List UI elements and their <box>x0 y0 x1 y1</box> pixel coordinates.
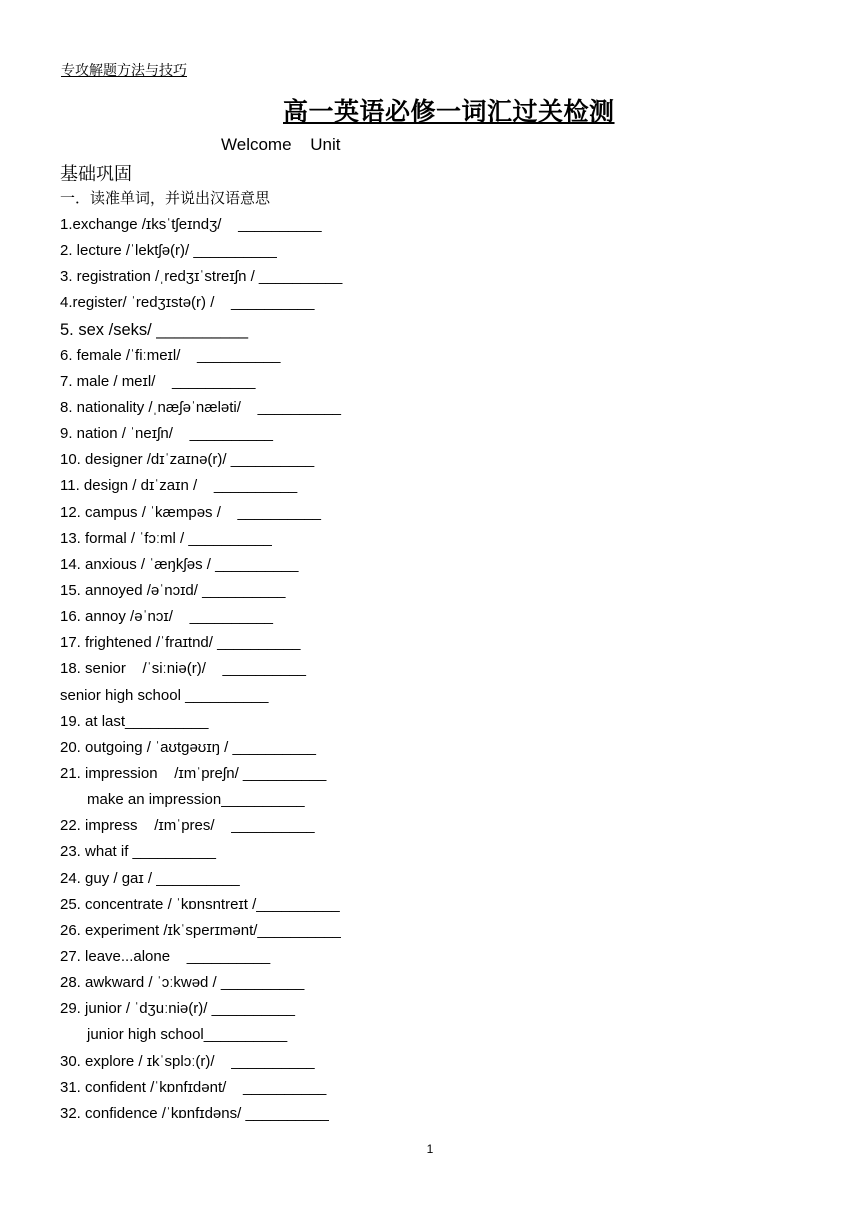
vocab-item: 2. lecture /ˈlektʃə(r)/ __________ <box>60 242 277 260</box>
vocab-item: 15. annoyed /əˈnɔɪd/ __________ <box>60 581 286 599</box>
vocab-item: 17. frightened /ˈfraɪtnd/ __________ <box>60 634 301 652</box>
exercise-instruction: 一．读准单词，并说出汉语意思 <box>60 189 271 207</box>
vocab-item: 32. confidence /ˈkɒnfɪdəns/ __________ <box>60 1104 329 1122</box>
vocabulary-list <box>60 212 342 1127</box>
vocab-item: 18. senior /ˈsiːniə(r)/ __________ <box>60 660 306 678</box>
vocab-item: 9. nation / ˈneɪʃn/ __________ <box>60 425 274 443</box>
vocab-item: 10. designer /dɪˈzaɪnə(r)/ __________ <box>60 451 315 469</box>
vocab-item: 11. design / dɪˈzaɪn / __________ <box>60 477 298 495</box>
vocab-item: 25. concentrate / ˈkɒnsntreɪt /__________ <box>60 895 340 913</box>
vocab-item: junior high school__________ <box>87 1026 288 1044</box>
vocab-item: make an impression__________ <box>87 791 305 809</box>
vocab-item: 26. experiment /ɪkˈsperɪmənt/__________ <box>60 921 341 939</box>
vocab-item: 6. female /ˈfiːmeɪl/ __________ <box>60 346 281 364</box>
vocab-item: 19. at last__________ <box>60 712 209 730</box>
vocab-item: 13. formal / ˈfɔːml / __________ <box>60 529 272 547</box>
vocab-item: 3. registration /ˌredʒɪˈstreɪʃn / __________ <box>60 268 343 286</box>
unit-title: Welcome Unit <box>221 135 341 154</box>
vocab-item: 5. sex /seks/ __________ <box>60 320 249 339</box>
vocab-item: 20. outgoing / ˈaʊtɡəʊɪŋ / __________ <box>60 738 316 756</box>
vocab-item: 23. what if __________ <box>60 843 216 861</box>
page-number: 1 <box>426 1142 434 1156</box>
vocab-item: 16. annoy /əˈnɔɪ/ __________ <box>60 608 274 626</box>
vocab-item: 1.exchange /ɪksˈtʃeɪndʒ/ __________ <box>60 216 322 233</box>
vocab-item: 8. nationality /ˌnæʃəˈnæləti/ __________ <box>60 398 342 416</box>
vocab-item: 22. impress /ɪmˈpres/ __________ <box>60 817 315 835</box>
section-title: 基础巩固 <box>60 164 132 185</box>
vocab-item: 14. anxious / ˈæŋkʃəs / __________ <box>60 555 299 573</box>
vocab-item: 31. confident /ˈkɒnfɪdənt/ __________ <box>60 1078 327 1096</box>
vocab-item: senior high school __________ <box>60 686 269 704</box>
vocab-item: 4.register/ ˈredʒɪstə(r) / __________ <box>60 294 315 312</box>
vocab-item: 24. guy / ɡaɪ / __________ <box>60 869 240 887</box>
vocab-item: 12. campus / ˈkæmpəs / __________ <box>60 503 321 521</box>
vocab-item: 21. impression /ɪmˈpreʃn/ __________ <box>60 764 327 782</box>
vocab-item: 30. explore / ɪkˈsplɔː(r)/ __________ <box>60 1052 315 1070</box>
page-title: 高一英语必修一词汇过关检测 <box>283 97 615 126</box>
vocab-item: 29. junior / ˈdʒuːniə(r)/ __________ <box>60 1000 295 1018</box>
vocab-item: 7. male / meɪl/ __________ <box>60 372 256 390</box>
header-note: 专攻解题方法与技巧 <box>61 63 187 79</box>
vocab-item: 28. awkward / ˈɔːkwəd / __________ <box>60 974 305 992</box>
vocab-item: 27. leave...alone __________ <box>60 947 271 965</box>
